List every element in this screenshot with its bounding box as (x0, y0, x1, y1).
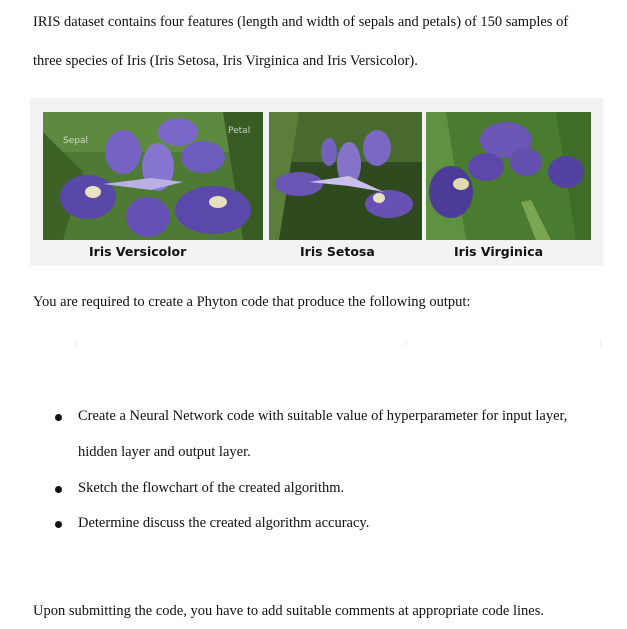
bullet-icon (55, 414, 62, 421)
task-text: Sketch the flowchart of the created algorithm. (78, 480, 345, 496)
bullet-icon (55, 486, 62, 493)
task-text: Create a Neural Network code with suitable value of hyperparameter for input layer, (78, 408, 568, 424)
bullet-icon (55, 521, 62, 528)
table-border-mark (406, 340, 407, 346)
table-border-mark (75, 340, 76, 346)
iris-setosa-photo (269, 112, 422, 240)
task-text: hidden layer and output layer. (78, 444, 251, 460)
task-text: Determine discuss the created algorithm accuracy. (78, 515, 370, 531)
intro-line-2: three species of Iris (Iris Setosa, Iris Virginica and Iris Versicolor). (33, 53, 418, 69)
caption-iris-virginica: Iris Virginica (454, 244, 544, 259)
table-border-mark (600, 340, 601, 346)
footer-note: Upon submitting the code, you have to add suitable comments at appropriate code lines. (33, 603, 544, 619)
iris-species-figure (30, 98, 603, 266)
caption-iris-setosa: Iris Setosa (300, 244, 375, 259)
requirement-text: You are required to create a Phyton code that produce the following output: (33, 294, 471, 310)
petal-label: Petal (228, 126, 251, 136)
intro-line-1: IRIS dataset contains four features (length and width of sepals and petals) of 150 samples of (33, 14, 569, 30)
sepal-label: Sepal (63, 136, 88, 146)
caption-iris-versicolor: Iris Versicolor (89, 244, 187, 259)
iris-virginica-photo (426, 112, 591, 240)
